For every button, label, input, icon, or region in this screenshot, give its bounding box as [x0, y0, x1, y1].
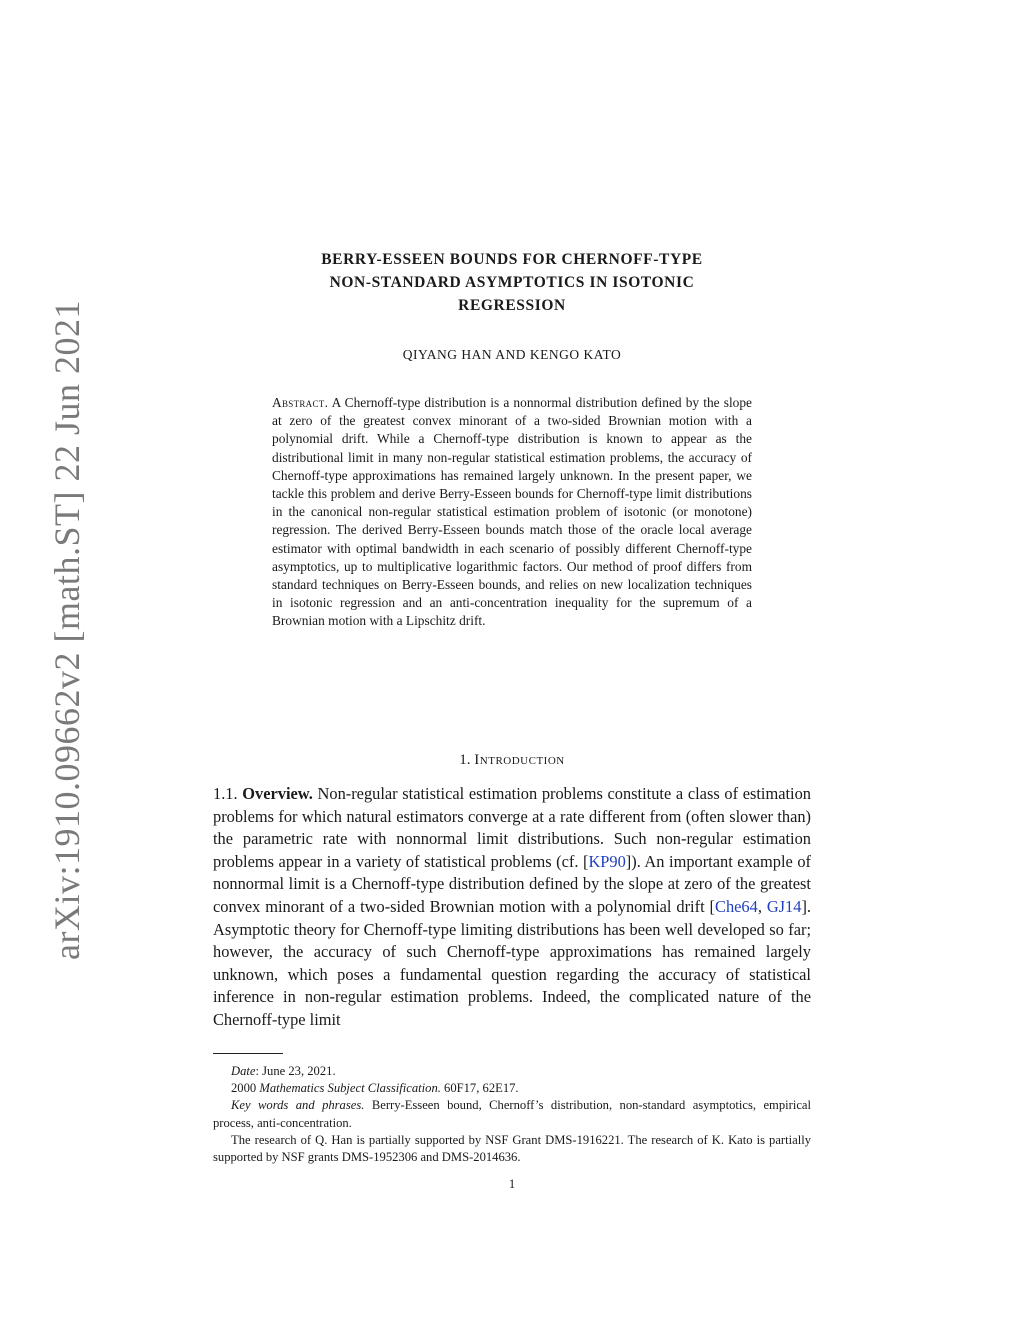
section-title: Introduction	[474, 752, 565, 768]
paper-title	[240, 248, 784, 317]
intro-text-b: ]). An important example of nonnormal limit is a Chernoff-type distribution defined by the slope at zero of the greatest convex minorant of a two-sided Brownian motion with a polynomial drift [	[213, 851, 812, 916]
section-heading	[213, 752, 811, 769]
authors: QIYANG HAN AND KENGO KATO	[402, 347, 622, 362]
subsection-number: 1.1.	[213, 784, 238, 803]
title-line-1: BERRY-ESSEEN BOUNDS FOR CHERNOFF-TYPE	[321, 251, 703, 268]
title-line-2: NON-STANDARD ASYMPTOTICS IN ISOTONIC	[329, 274, 695, 291]
citation-kp90-link[interactable]: KP90	[588, 851, 626, 871]
date-value: : June 23, 2021.	[255, 1064, 336, 1078]
footnote-keywords	[213, 1097, 811, 1131]
page-number: 1	[508, 1177, 516, 1191]
msc-year: 2000	[231, 1081, 260, 1096]
footnotes	[213, 1063, 811, 1166]
abstract-label: Abstract.	[272, 395, 329, 410]
title-line-3: REGRESSION	[458, 297, 566, 314]
intro-text-a: Non-regular statistical estimation problems constitute a class of estimation problems for which natural estimators converge at a rate different from (often slower than) the parametric rate with nonnormal limit distributions. Such non-regular estimation problems appear in a variety of statistical problems (cf. [	[213, 784, 812, 871]
keywords-label: Key words and phrases.	[231, 1098, 365, 1113]
footnote-rule	[213, 1053, 283, 1054]
citation-separator: ,	[757, 896, 767, 916]
section-number: 1.	[459, 752, 471, 768]
keywords-value: Berry-Esseen bound, Chernoff’s distribution, non-standard asymptotics, empirical process, anti-concentration.	[213, 1098, 811, 1130]
intro-text-c: ]. Asymptotic theory for Chernoff-type limiting distributions has been well developed so far; however, the accuracy of such Chernoff-type approximations has remained largely unknown, which poses a fundamental question regarding the accuracy of statistical inference in non-regular estimation problems. Indeed, the complicated nature of the Chernoff-type limit	[213, 896, 811, 1029]
abstract	[272, 394, 752, 631]
msc-label: Mathematics Subject Classification.	[259, 1081, 441, 1096]
citation-che64-link[interactable]: Che64	[715, 896, 758, 916]
date-label: Date	[231, 1064, 256, 1078]
citation-gj14-link[interactable]: GJ14	[766, 896, 802, 916]
footnote-date	[213, 1063, 811, 1080]
footnote-funding: The research of Q. Han is partially supported by NSF Grant DMS-1916221. The research of K. Kato is partially supported by NSF grants DMS-1952306 and DMS-2014636.	[213, 1132, 811, 1165]
abstract-text: A Chernoff-type distribution is a nonnormal distribution defined by the slope at zero of the greatest convex minorant of a two-sided Brownian motion with a polynomial drift. While a Chernoff-type distribution is known to appear as the distributional limit in many non-regular statistical estimation problems, the accuracy of Chernoff-type approximations has remained largely unknown. In the present paper, we tackle this problem and derive Berry-Esseen bounds for Chernoff-type limit distributions in the canonical non-regular statistical estimation problem of isotonic (or monotone) regression. The derived Berry-Esseen bounds match those of the oracle local average estimator with optimal bandwidth in each scenario of possibly different Chernoff-type asymptotics, up to multiplicative logarithmic factors. Our method of proof differs from standard techniques on Berry-Esseen bounds, and relies on new localization techniques in isotonic regression and an anti-concentration inequality for the supremum of a Brownian motion with a Lipschitz drift.	[272, 395, 752, 629]
arxiv-stamp-text: arXiv:1910.09662v2 [math.ST] 22 Jun 2021	[47, 300, 87, 960]
msc-value: 60F17, 62E17.	[440, 1081, 519, 1096]
footnote-msc	[213, 1080, 811, 1097]
intro-paragraph	[213, 783, 811, 1032]
subsection-title: Overview.	[242, 784, 313, 803]
